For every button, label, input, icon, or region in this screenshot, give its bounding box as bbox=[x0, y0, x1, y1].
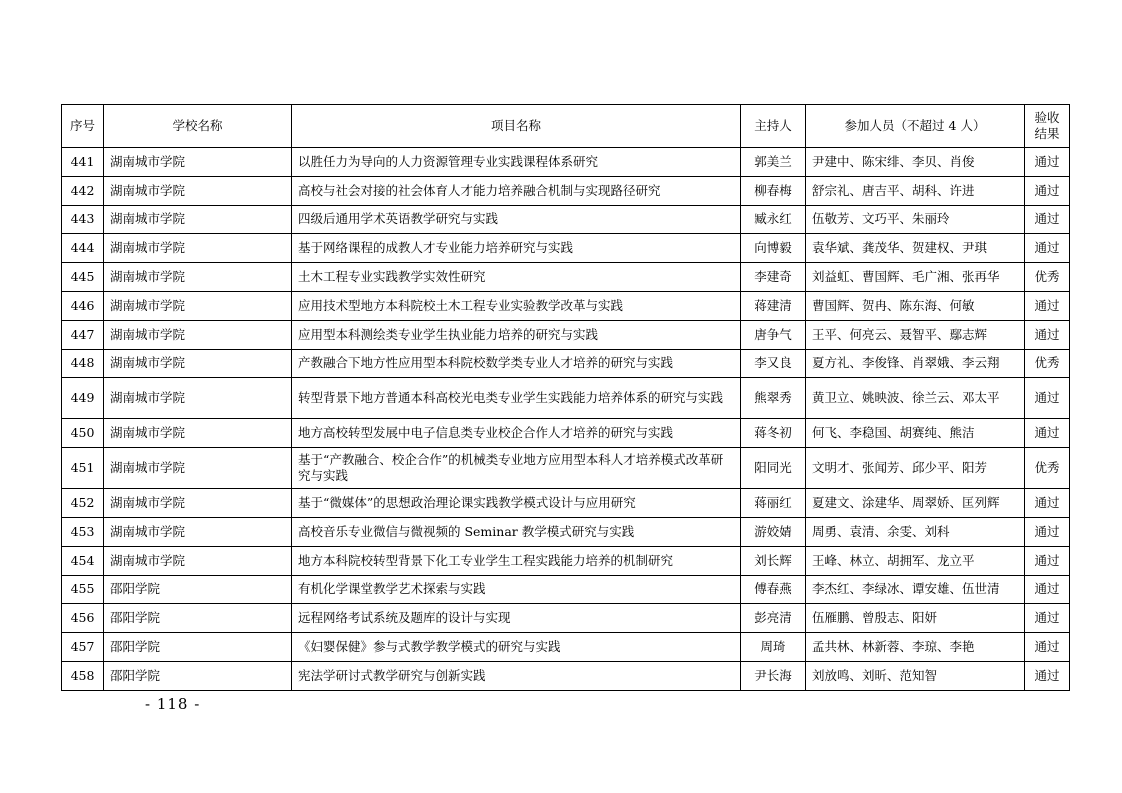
cell-result: 通过 bbox=[1025, 661, 1070, 690]
cell-members: 王峰、林立、胡拥军、龙立平 bbox=[806, 546, 1025, 575]
cell-host: 阳同光 bbox=[741, 448, 806, 489]
table-row bbox=[62, 234, 1070, 263]
cell-host: 游姣婧 bbox=[741, 517, 806, 546]
cell-host: 彭亮清 bbox=[741, 604, 806, 633]
cell-members: 刘放鸣、刘昕、范知智 bbox=[806, 661, 1025, 690]
header-school: 学校名称 bbox=[104, 105, 292, 148]
header-result: 验收结果 bbox=[1025, 105, 1070, 148]
table-row bbox=[62, 148, 1070, 177]
cell-host: 李建奇 bbox=[741, 263, 806, 292]
table-row bbox=[62, 291, 1070, 320]
cell-host: 蒋建清 bbox=[741, 291, 806, 320]
cell-members: 李杰红、李绿冰、谭安雄、伍世清 bbox=[806, 575, 1025, 604]
cell-host: 蒋冬初 bbox=[741, 419, 806, 448]
table-row bbox=[62, 349, 1070, 378]
cell-project: 产教融合下地方性应用型本科院校数学类专业人才培养的研究与实践 bbox=[292, 349, 741, 378]
cell-project: 宪法学研讨式教学研究与创新实践 bbox=[292, 661, 741, 690]
cell-seq: 449 bbox=[62, 378, 104, 419]
cell-seq: 444 bbox=[62, 234, 104, 263]
cell-result: 优秀 bbox=[1025, 448, 1070, 489]
cell-seq: 455 bbox=[62, 575, 104, 604]
table-row bbox=[62, 205, 1070, 234]
cell-members: 伍敬芳、文巧平、朱丽玲 bbox=[806, 205, 1025, 234]
cell-host: 熊翠秀 bbox=[741, 378, 806, 419]
cell-result: 通过 bbox=[1025, 604, 1070, 633]
cell-project: 基于“产教融合、校企合作”的机械类专业地方应用型本科人才培养模式改革研究与实践 bbox=[292, 448, 741, 489]
cell-school: 湖南城市学院 bbox=[104, 378, 292, 419]
table-row bbox=[62, 263, 1070, 292]
cell-project: 基于“微媒体”的思想政治理论课实践教学模式设计与应用研究 bbox=[292, 489, 741, 518]
header-host: 主持人 bbox=[741, 105, 806, 148]
cell-school: 湖南城市学院 bbox=[104, 263, 292, 292]
cell-host: 刘长辉 bbox=[741, 546, 806, 575]
cell-seq: 453 bbox=[62, 517, 104, 546]
cell-project: 地方本科院校转型背景下化工专业学生工程实践能力培养的机制研究 bbox=[292, 546, 741, 575]
header-members: 参加人员（不超过 4 人） bbox=[806, 105, 1025, 148]
cell-result: 通过 bbox=[1025, 517, 1070, 546]
cell-project: 高校与社会对接的社会体育人才能力培养融合机制与实现路径研究 bbox=[292, 176, 741, 205]
cell-school: 湖南城市学院 bbox=[104, 419, 292, 448]
cell-members: 黄卫立、姚映波、徐兰云、邓太平 bbox=[806, 378, 1025, 419]
cell-host: 向博毅 bbox=[741, 234, 806, 263]
cell-members: 王平、何亮云、聂智平、鄢志辉 bbox=[806, 320, 1025, 349]
header-seq: 序号 bbox=[62, 105, 104, 148]
cell-seq: 454 bbox=[62, 546, 104, 575]
project-table bbox=[61, 104, 1070, 691]
page-number: - 118 - bbox=[145, 695, 201, 713]
cell-project: 四级后通用学术英语教学研究与实践 bbox=[292, 205, 741, 234]
cell-result: 优秀 bbox=[1025, 263, 1070, 292]
cell-seq: 456 bbox=[62, 604, 104, 633]
cell-host: 郭美兰 bbox=[741, 148, 806, 177]
cell-result: 通过 bbox=[1025, 378, 1070, 419]
table-row bbox=[62, 633, 1070, 662]
table-row bbox=[62, 661, 1070, 690]
cell-seq: 441 bbox=[62, 148, 104, 177]
cell-seq: 448 bbox=[62, 349, 104, 378]
cell-school: 湖南城市学院 bbox=[104, 176, 292, 205]
cell-result: 通过 bbox=[1025, 205, 1070, 234]
table-body bbox=[62, 148, 1070, 691]
cell-result: 通过 bbox=[1025, 234, 1070, 263]
cell-project: 有机化学课堂教学艺术探索与实践 bbox=[292, 575, 741, 604]
table-row bbox=[62, 489, 1070, 518]
cell-school: 邵阳学院 bbox=[104, 661, 292, 690]
table-row bbox=[62, 575, 1070, 604]
cell-members: 夏建文、涂建华、周翠娇、匡列辉 bbox=[806, 489, 1025, 518]
table-row bbox=[62, 448, 1070, 489]
cell-result: 通过 bbox=[1025, 148, 1070, 177]
cell-members: 孟共林、林新蓉、李琼、李艳 bbox=[806, 633, 1025, 662]
table-header bbox=[62, 105, 1070, 148]
cell-seq: 443 bbox=[62, 205, 104, 234]
cell-result: 通过 bbox=[1025, 419, 1070, 448]
cell-host: 柳春梅 bbox=[741, 176, 806, 205]
cell-members: 袁华斌、龚茂华、贺建权、尹琪 bbox=[806, 234, 1025, 263]
cell-project: 地方高校转型发展中电子信息类专业校企合作人才培养的研究与实践 bbox=[292, 419, 741, 448]
cell-host: 唐争气 bbox=[741, 320, 806, 349]
cell-school: 湖南城市学院 bbox=[104, 489, 292, 518]
cell-result: 通过 bbox=[1025, 291, 1070, 320]
cell-project: 高校音乐专业微信与微视频的 Seminar 教学模式研究与实践 bbox=[292, 517, 741, 546]
cell-project: 应用技术型地方本科院校土木工程专业实验教学改革与实践 bbox=[292, 291, 741, 320]
table-row bbox=[62, 378, 1070, 419]
table-row bbox=[62, 604, 1070, 633]
cell-host: 尹长海 bbox=[741, 661, 806, 690]
cell-members: 刘益虹、曹国辉、毛广湘、张再华 bbox=[806, 263, 1025, 292]
cell-members: 何飞、李稳国、胡赛纯、熊洁 bbox=[806, 419, 1025, 448]
cell-project: 应用型本科测绘类专业学生执业能力培养的研究与实践 bbox=[292, 320, 741, 349]
cell-seq: 452 bbox=[62, 489, 104, 518]
cell-project: 转型背景下地方普通本科高校光电类专业学生实践能力培养体系的研究与实践 bbox=[292, 378, 741, 419]
cell-project: 以胜任力为导向的人力资源管理专业实践课程体系研究 bbox=[292, 148, 741, 177]
cell-project: 土木工程专业实践教学实效性研究 bbox=[292, 263, 741, 292]
cell-result: 通过 bbox=[1025, 489, 1070, 518]
cell-result: 通过 bbox=[1025, 546, 1070, 575]
cell-members: 周勇、袁清、余雯、刘科 bbox=[806, 517, 1025, 546]
cell-result: 通过 bbox=[1025, 575, 1070, 604]
cell-members: 曹国辉、贺冉、陈东海、何敏 bbox=[806, 291, 1025, 320]
cell-project: 《妇婴保健》参与式教学教学模式的研究与实践 bbox=[292, 633, 741, 662]
header-row bbox=[62, 105, 1070, 148]
cell-school: 湖南城市学院 bbox=[104, 517, 292, 546]
cell-school: 湖南城市学院 bbox=[104, 320, 292, 349]
cell-members: 舒宗礼、唐吉平、胡科、许进 bbox=[806, 176, 1025, 205]
cell-school: 湖南城市学院 bbox=[104, 291, 292, 320]
cell-members: 伍雁鹏、曾殷志、阳妍 bbox=[806, 604, 1025, 633]
cell-seq: 458 bbox=[62, 661, 104, 690]
cell-school: 湖南城市学院 bbox=[104, 234, 292, 263]
cell-result: 通过 bbox=[1025, 176, 1070, 205]
cell-seq: 446 bbox=[62, 291, 104, 320]
cell-host: 李又良 bbox=[741, 349, 806, 378]
cell-seq: 445 bbox=[62, 263, 104, 292]
cell-seq: 442 bbox=[62, 176, 104, 205]
cell-project: 基于网络课程的成教人才专业能力培养研究与实践 bbox=[292, 234, 741, 263]
cell-school: 湖南城市学院 bbox=[104, 349, 292, 378]
cell-members: 夏方礼、李俊锋、肖翠娥、李云翔 bbox=[806, 349, 1025, 378]
cell-school: 湖南城市学院 bbox=[104, 448, 292, 489]
cell-seq: 457 bbox=[62, 633, 104, 662]
cell-members: 文明才、张闻芳、邱少平、阳芳 bbox=[806, 448, 1025, 489]
cell-school: 邵阳学院 bbox=[104, 633, 292, 662]
table-row bbox=[62, 176, 1070, 205]
cell-project: 远程网络考试系统及题库的设计与实现 bbox=[292, 604, 741, 633]
cell-result: 通过 bbox=[1025, 633, 1070, 662]
cell-seq: 451 bbox=[62, 448, 104, 489]
table-row bbox=[62, 320, 1070, 349]
cell-school: 湖南城市学院 bbox=[104, 205, 292, 234]
cell-host: 周琦 bbox=[741, 633, 806, 662]
cell-host: 傅春燕 bbox=[741, 575, 806, 604]
cell-school: 邵阳学院 bbox=[104, 604, 292, 633]
cell-seq: 450 bbox=[62, 419, 104, 448]
table-row bbox=[62, 517, 1070, 546]
cell-school: 湖南城市学院 bbox=[104, 546, 292, 575]
cell-result: 通过 bbox=[1025, 320, 1070, 349]
header-project: 项目名称 bbox=[292, 105, 741, 148]
table-row bbox=[62, 546, 1070, 575]
table-row bbox=[62, 419, 1070, 448]
cell-seq: 447 bbox=[62, 320, 104, 349]
cell-school: 湖南城市学院 bbox=[104, 148, 292, 177]
cell-host: 臧永红 bbox=[741, 205, 806, 234]
cell-result: 优秀 bbox=[1025, 349, 1070, 378]
cell-host: 蒋丽红 bbox=[741, 489, 806, 518]
cell-members: 尹建中、陈宋绯、李贝、肖俊 bbox=[806, 148, 1025, 177]
cell-school: 邵阳学院 bbox=[104, 575, 292, 604]
